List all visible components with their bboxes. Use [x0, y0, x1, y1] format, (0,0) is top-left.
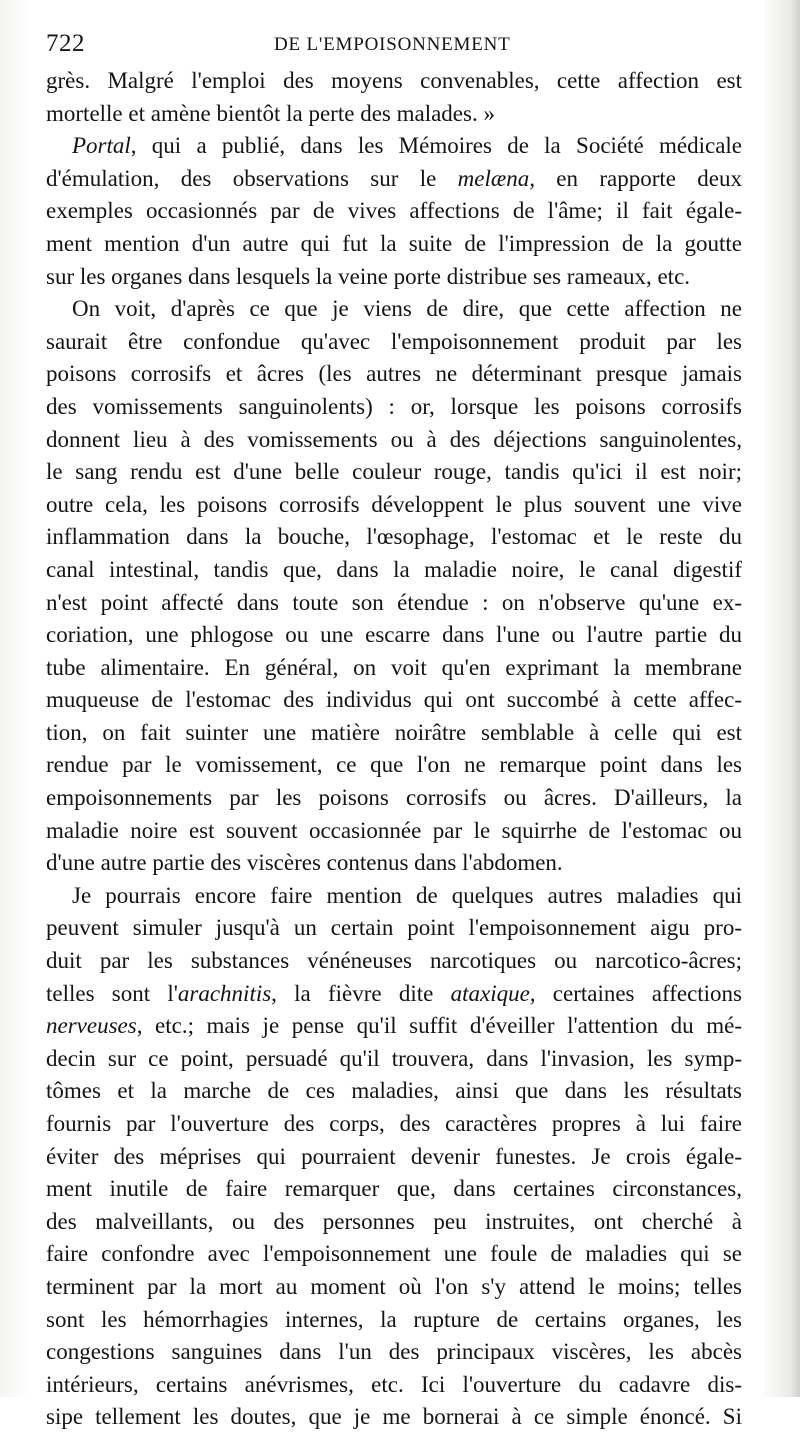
paragraph [46, 65, 742, 130]
text-line [46, 1401, 742, 1434]
text-segment: tube alimentaire. En général, on voit qu'en exprimant la membrane [46, 654, 742, 680]
text-line [46, 815, 742, 848]
text-segment: d'émulation, des observations sur le [46, 165, 458, 191]
text-line [46, 945, 742, 978]
text-line [46, 554, 742, 587]
text-segment: inflammation dans la bouche, l'œsophage, l'estomac et le reste du [46, 524, 742, 550]
text-line [46, 1075, 742, 1108]
text-segment: intérieurs, certains anévrismes, etc. Ici l'ouverture du cadavre dis- [46, 1371, 742, 1397]
body-text [46, 65, 742, 1434]
text-line [46, 424, 742, 457]
text-line [46, 880, 742, 913]
text-segment: , qui a publié, dans les Mémoires de la Société médicale [130, 133, 742, 159]
text-line [46, 1369, 742, 1402]
text-segment: congestions sanguines dans l'un des principaux viscères, les abcès [46, 1339, 742, 1365]
text-line [46, 782, 742, 815]
text-line [46, 326, 742, 359]
text-segment: n'est point affecté dans toute son étendue : on n'observe qu'une ex- [46, 589, 742, 615]
text-line [46, 98, 742, 131]
running-head: DE L'EMPOISONNEMENT [274, 34, 511, 55]
text-segment: terminent par la mort au moment où l'on s'y attend le moins; telles [46, 1273, 742, 1299]
text-line [46, 1336, 742, 1369]
text-line [46, 65, 742, 98]
italic-segment: Portal [72, 133, 131, 159]
text-segment: coriation, une phlogose ou une escarre dans l'une ou l'autre partie du [46, 622, 742, 648]
text-segment: On voit, d'après ce que je viens de dire, que cette affection ne [72, 296, 742, 322]
text-line [46, 749, 742, 782]
text-segment: saurait être confondue qu'avec l'empoisonnement produit par les [46, 328, 742, 354]
text-line [46, 391, 742, 424]
text-segment: peuvent simuler jusqu'à un certain point l'empoisonnement aigu pro- [46, 915, 742, 941]
text-segment: sont les hémorrhagies internes, la rupture de certains organes, les [46, 1306, 742, 1332]
text-line [46, 978, 742, 1011]
text-line [46, 1206, 742, 1239]
text-segment: ment inutile de faire remarquer que, dans certaines circonstances, [46, 1176, 742, 1202]
text-segment: exemples occasionnés par de vives affections de l'âme; il fait égale- [46, 198, 742, 224]
text-segment: d'une autre partie des viscères contenus dans l'abdomen. [46, 850, 563, 876]
italic-segment: nerveuses [46, 1013, 137, 1039]
text-segment: , etc.; mais je pense qu'il suffit d'éveiller l'attention du mé- [136, 1013, 742, 1039]
text-line [46, 1108, 742, 1141]
text-segment: grès. Malgré l'emploi des moyens convenables, cette affection est [46, 68, 742, 93]
text-line [46, 1238, 742, 1271]
italic-segment: melæna, [457, 165, 535, 191]
text-segment: empoisonnements par les poisons corrosifs ou âcres. D'ailleurs, la [46, 785, 742, 811]
text-segment: des malveillants, ou des personnes peu instruites, ont cherché à [46, 1208, 742, 1234]
text-segment: en rapporte deux [534, 165, 743, 191]
paragraph [46, 130, 742, 293]
text-segment: telles sont l' [46, 980, 178, 1006]
text-segment: tômes et la marche de ces maladies, ainsi que dans les résultats [46, 1078, 742, 1104]
text-line [46, 1173, 742, 1206]
text-line [46, 1304, 742, 1337]
text-line [46, 587, 742, 620]
text-segment: outre cela, les poisons corrosifs développent le plus souvent une vive [46, 491, 742, 517]
text-segment: poisons corrosifs et âcres (les autres ne déterminant presque jamais [46, 361, 742, 387]
text-line [46, 847, 742, 880]
text-line [46, 358, 742, 391]
text-segment: canal intestinal, tandis que, dans la maladie noire, le canal digestif [46, 556, 742, 582]
text-line [46, 228, 742, 261]
text-segment: sur les organes dans lesquels la veine porte distribue ses rameaux, etc. [46, 263, 691, 289]
text-segment: certaines affections [535, 980, 743, 1006]
text-segment: maladie noire est souvent occasionnée par le squirrhe de l'estomac ou [46, 817, 742, 843]
paragraph [46, 880, 742, 1434]
text-segment: duit par les substances vénéneuses narcotiques ou narcotico-âcres; [46, 948, 742, 974]
text-line [46, 1141, 742, 1174]
page-number: 722 [46, 30, 85, 57]
text-segment: mortelle et amène bientôt la perte des malades. » [46, 100, 495, 126]
text-line [46, 684, 742, 717]
text-segment: le sang rendu est d'une belle couleur rouge, tandis qu'ici il est noir; [46, 459, 742, 485]
text-line [46, 1043, 742, 1076]
text-segment: donnent lieu à des vomissements ou à des déjections sanguinolentes, [46, 426, 742, 452]
text-line [46, 619, 742, 652]
text-segment: muqueuse de l'estomac des individus qui ont succombé à cette affec- [46, 687, 742, 713]
text-line [46, 912, 742, 945]
text-segment: fournis par l'ouverture des corps, des caractères propres à lui faire [46, 1111, 742, 1136]
text-segment: decin sur ce point, persuadé qu'il trouvera, dans l'invasion, les symp- [46, 1045, 742, 1071]
italic-segment: ataxique, [450, 980, 536, 1006]
page-header [46, 28, 740, 64]
text-line [46, 489, 742, 522]
paragraph [46, 293, 742, 880]
text-segment: ment mention d'un autre qui fut la suite de l'impression de la goutte [46, 230, 742, 256]
italic-segment: arachnitis [177, 980, 272, 1006]
text-line [46, 717, 742, 750]
text-line [46, 652, 742, 685]
text-segment: faire confondre avec l'empoisonnement une foule de maladies qui se [46, 1241, 742, 1267]
text-segment: rendue par le vomissement, ce que l'on ne remarque point dans les [46, 752, 742, 778]
text-segment: tion, on fait suinter une matière noirâtre semblable à celle qui est [46, 719, 742, 745]
text-segment: , la fièvre dite [271, 980, 451, 1006]
text-line [46, 293, 742, 326]
text-line [46, 521, 742, 554]
text-line [46, 1010, 742, 1043]
text-segment: Je pourrais encore faire mention de quelques autres maladies qui [72, 882, 742, 908]
text-segment: sipe tellement les doutes, que je me bornerai à ce simple énoncé. Si [46, 1404, 742, 1430]
text-line [46, 163, 742, 196]
text-segment: des vomissements sanguinolents) : or, lorsque les poisons corrosifs [46, 393, 742, 419]
text-line [46, 195, 742, 228]
text-line [46, 130, 742, 163]
text-line [46, 261, 742, 294]
text-line [46, 456, 742, 489]
text-line [46, 1271, 742, 1304]
text-segment: éviter des méprises qui pourraient devenir funestes. Je crois égale- [46, 1143, 742, 1169]
